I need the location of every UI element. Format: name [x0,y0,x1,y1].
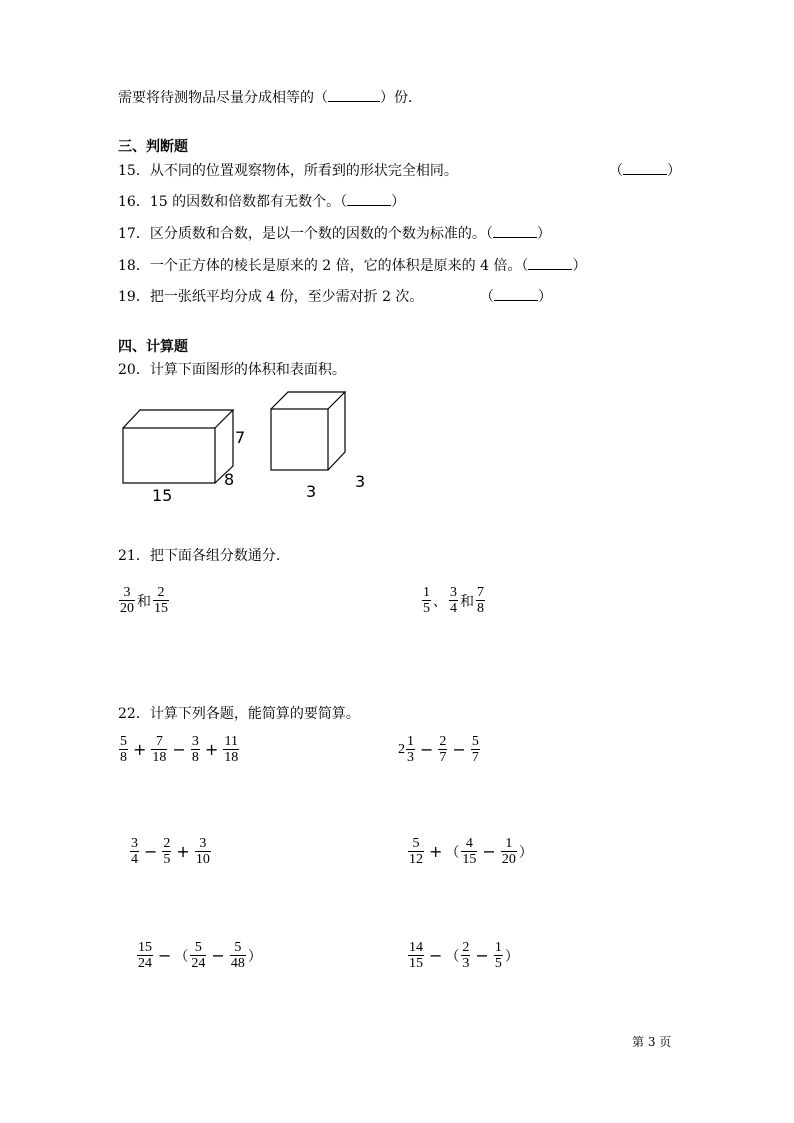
operator: − [144,842,158,861]
mixed-number-whole: 2 [398,741,405,757]
answer-blank[interactable] [493,237,537,238]
answer-blank[interactable] [528,269,572,270]
operator: − [172,740,186,759]
operator: − [211,946,225,965]
fraction: $\frac{3}{8}$ [191,734,199,765]
q21-right-expression [420,585,487,616]
intro-prefix: 需要将待测物品尽量分成相等的（ [118,90,328,106]
fraction: $\frac{2}{3}$ [462,940,470,971]
operator: + [176,842,190,861]
paren-close: ） [518,844,533,861]
answer-blank[interactable] [494,300,538,301]
fraction: $\frac{1}{3}$ [407,734,414,765]
question-16 [118,194,405,210]
q22-expression-2 [398,734,482,765]
paren-open: （ [609,163,623,179]
q22-expression-3 [128,836,213,867]
answer-blank[interactable] [623,174,667,175]
paren-close: ） [538,289,552,305]
cube-top-face [271,392,345,409]
q22-expression-6 [406,940,519,971]
operator: − [475,946,489,965]
paren-open: （ [174,948,189,965]
paren-close: ） [572,258,587,274]
question-15-answer [609,163,681,179]
cube-side-face [328,392,345,470]
paren-close: ） [247,948,262,965]
cuboid-height-label: 7 [235,428,246,447]
question-22: 22．计算下列各题，能简算的要简算。 [118,706,360,722]
fraction: $\frac{3}{4}$ [131,836,138,867]
cuboid-top-face [123,410,233,428]
fraction: $\frac{4}{15}$ [462,836,477,867]
answer-blank[interactable] [328,101,380,102]
operator: − [429,946,443,965]
intro-line [118,90,422,106]
paren-open: （ [480,289,494,305]
question-18-text: 18．一个正方体的棱长是原来的 2 倍，它的体积是原来的 4 倍。（ [118,258,529,274]
cuboid-figure [115,400,250,510]
fraction: $\frac{1}{5}$ [494,940,502,971]
fraction: $\frac{3}{20}$ [120,585,134,616]
fraction: $\frac{2}{5}$ [163,836,171,867]
fraction: $\frac{11}{18}$ [224,734,239,765]
q22-expression-1 [117,734,241,765]
paren-open: （ [445,948,460,965]
fraction: $\frac{3}{4}$ [450,585,457,616]
fraction: $\frac{14}{15}$ [409,940,423,971]
paren-open: （ [445,844,460,861]
operator: − [452,740,466,759]
question-15 [118,163,458,179]
cube-front-face [271,409,328,470]
fraction: $\frac{5}{12}$ [409,836,423,867]
fraction: $\frac{1}{5}$ [423,585,430,616]
q22-expression-4 [406,836,533,867]
q21-left-expression [117,585,171,616]
question-18 [118,258,586,274]
question-17 [118,226,551,242]
operator: − [482,842,496,861]
paren-close: ） [391,194,406,210]
question-16-text: 16．15 的因数和倍数都有无数个。（ [118,194,348,210]
word-and: 和 [137,593,151,610]
cuboid-depth-label: 8 [224,470,235,489]
question-19-text: 19．把一张纸平均分成 4 份，至少需对折 2 次。 [118,289,424,305]
intro-suffix: ）份． [380,90,422,106]
cube-side-edge-label: 3 [355,472,366,491]
cuboid-length-label: 15 [152,486,173,505]
question-19 [118,289,423,305]
cube-front-edge-label: 3 [306,482,317,501]
fraction: $\frac{7}{8}$ [477,585,484,616]
operator: − [158,946,172,965]
fraction: $\frac{5}{24}$ [191,940,206,971]
operator: + [204,740,219,759]
operator: + [429,842,443,861]
fraction: $\frac{5}{48}$ [230,940,245,971]
paren-close: ） [536,226,551,242]
fraction: $\frac{5}{8}$ [120,734,127,765]
paren-close: ） [667,163,681,179]
operator: − [420,740,434,759]
section-title-calculation: 四、计算题 [118,339,188,355]
fraction: $\frac{15}{24}$ [138,940,152,971]
question-21: 21．把下面各组分数通分. [118,548,281,564]
answer-blank[interactable] [347,205,391,206]
question-17-text: 17．区分质数和合数，是以一个数的因数的个数为标准的。（ [118,226,493,242]
page-number: 第 3 页 [632,1035,672,1049]
cuboid-front-face [123,428,215,483]
question-19-answer [480,289,552,305]
fraction: $\frac{2}{15}$ [154,585,168,616]
question-20: 20．计算下面图形的体积和表面积。 [118,362,346,378]
fraction: $\frac{5}{7}$ [471,734,479,765]
cube-figure [268,389,350,474]
fraction: $\frac{7}{18}$ [152,734,167,765]
separator: 、 [433,593,447,610]
word-and: 和 [460,593,474,610]
fraction: $\frac{3}{10}$ [195,836,210,867]
operator: + [133,740,147,759]
q22-expression-5 [135,940,262,971]
fraction: $\frac{2}{7}$ [439,734,447,765]
fraction: $\frac{1}{20}$ [501,836,516,867]
paren-close: ） [504,948,519,965]
section-title-judgement: 三、判断题 [118,139,188,155]
question-15-text: 15．从不同的位置观察物体，所看到的形状完全相同。 [118,163,458,179]
